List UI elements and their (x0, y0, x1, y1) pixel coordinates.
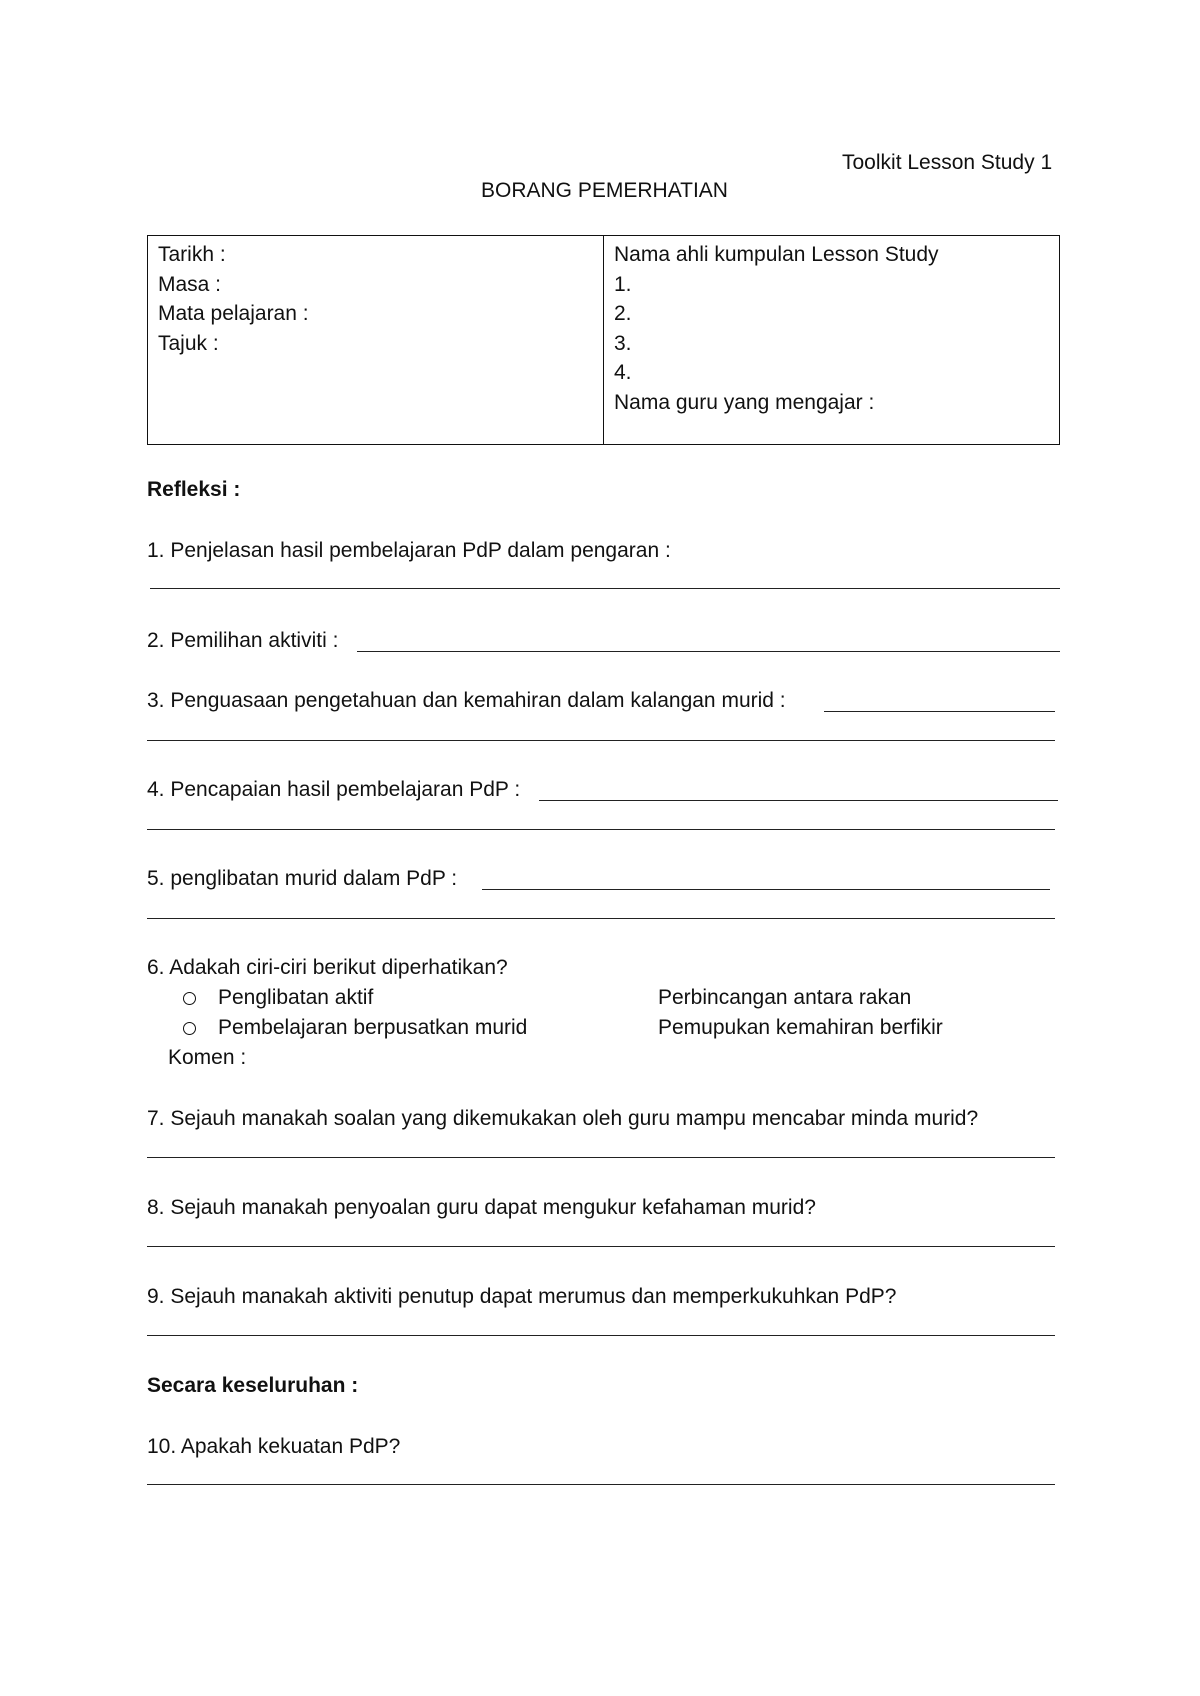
answer-line-3a[interactable] (824, 711, 1055, 712)
teacher-name-label: Nama guru yang mengajar : (614, 390, 875, 414)
option-2-label: Perbincangan antara rakan (658, 986, 912, 1009)
question-9: 9. Sejauh manakah aktiviti penutup dapat merumus dan memperkukuhkan PdP? (147, 1285, 897, 1308)
time-field-label: Masa : (158, 272, 222, 296)
info-left-column (148, 236, 603, 444)
comment-label: Komen : (168, 1046, 247, 1069)
option-3-label: Pembelajaran berpusatkan murid (218, 1016, 528, 1039)
answer-line-4b[interactable] (147, 829, 1055, 830)
answer-line-3b[interactable] (147, 740, 1055, 741)
member-3: 3. (614, 331, 632, 355)
answer-line-10[interactable] (147, 1484, 1055, 1485)
answer-line-5a[interactable] (482, 889, 1050, 890)
question-2: 2. Pemilihan aktiviti : (147, 629, 339, 652)
question-1: 1. Penjelasan hasil pembelajaran PdP dalam pengaran : (147, 539, 671, 562)
option-1-label: Penglibatan aktif (218, 986, 374, 1009)
question-7: 7. Sejauh manakah soalan yang dikemukakan oleh guru mampu mencabar minda murid? (147, 1107, 979, 1130)
option-4-label: Pemupukan kemahiran berfikir (658, 1016, 943, 1039)
question-6: 6. Adakah ciri-ciri berikut diperhatikan? (147, 956, 508, 979)
answer-line-5b[interactable] (147, 918, 1055, 919)
option-3-checkbox[interactable] (183, 1022, 196, 1035)
info-right-column (603, 236, 1059, 444)
question-3: 3. Penguasaan pengetahuan dan kemahiran dalam kalangan murid : (147, 689, 786, 712)
overall-heading: Secara keseluruhan : (147, 1374, 359, 1397)
question-10: 10. Apakah kekuatan PdP? (147, 1435, 401, 1458)
form-title: BORANG PEMERHATIAN (481, 179, 728, 202)
question-4: 4. Pencapaian hasil pembelajaran PdP : (147, 778, 521, 801)
option-1-checkbox[interactable] (183, 992, 196, 1005)
topic-field-label: Tajuk : (158, 331, 219, 355)
answer-line-1[interactable] (150, 588, 1060, 589)
toolkit-label: Toolkit Lesson Study 1 (842, 151, 1053, 174)
question-8: 8. Sejauh manakah penyoalan guru dapat mengukur kefahaman murid? (147, 1196, 816, 1219)
subject-field-label: Mata pelajaran : (158, 302, 309, 325)
info-table (147, 235, 1060, 445)
answer-line-4a[interactable] (539, 800, 1058, 801)
member-1: 1. (614, 272, 632, 296)
answer-line-9[interactable] (147, 1335, 1055, 1336)
answer-line-7[interactable] (147, 1157, 1055, 1158)
answer-line-2[interactable] (357, 651, 1060, 652)
group-members-heading: Nama ahli kumpulan Lesson Study (614, 243, 939, 266)
question-5: 5. penglibatan murid dalam PdP : (147, 867, 458, 890)
answer-line-8[interactable] (147, 1246, 1055, 1247)
date-field-label: Tarikh : (158, 243, 226, 266)
reflection-heading: Refleksi : (147, 478, 241, 501)
member-2: 2. (614, 302, 632, 325)
member-4: 4. (614, 361, 632, 384)
